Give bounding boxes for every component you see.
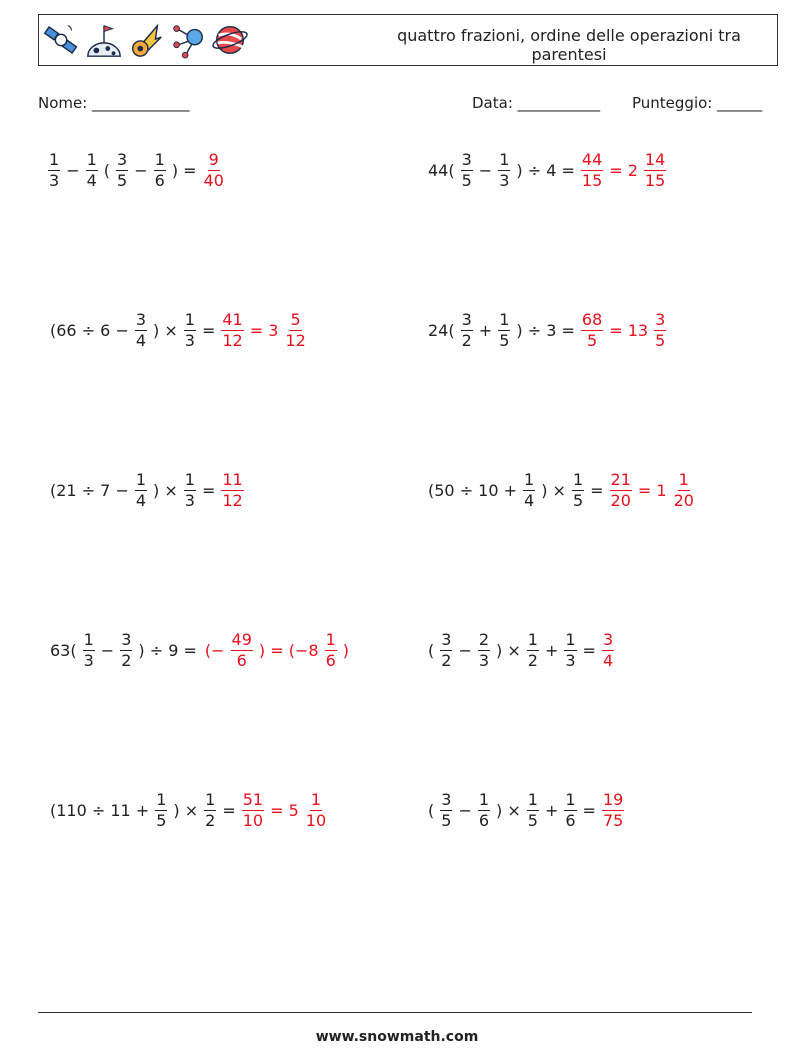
fraction <box>461 149 473 190</box>
numerator: 1 <box>325 629 336 649</box>
expression-text: 24( <box>428 320 455 340</box>
denominator: 4 <box>602 650 614 670</box>
expression-text: ) ÷ 4 = <box>516 160 575 180</box>
expression-text: = <box>582 640 596 660</box>
expression-text: ) × <box>496 800 521 820</box>
fraction <box>498 149 510 190</box>
score-field: Punteggio: ______ <box>632 94 763 112</box>
expression-text: (50 ÷ 10 + <box>428 480 518 500</box>
denominator: 6 <box>154 170 165 190</box>
expression-text: ) <box>342 640 349 660</box>
numerator: 9 <box>208 149 219 169</box>
fraction <box>581 149 603 190</box>
fraction <box>221 469 243 510</box>
expression-text: = 2 <box>609 160 638 180</box>
expression-text: ) × <box>541 480 566 500</box>
expression-text: ) × <box>153 320 178 340</box>
denominator: 5 <box>572 490 584 510</box>
denominator: 2 <box>205 810 216 830</box>
fraction <box>478 629 490 670</box>
expression-text: 63( <box>50 640 77 660</box>
problem-5 <box>46 465 246 515</box>
numerator: 1 <box>49 149 60 169</box>
expression-text: ( <box>103 160 111 180</box>
numerator: 1 <box>527 629 538 649</box>
denominator: 5 <box>117 170 128 190</box>
fraction <box>440 629 452 670</box>
fraction <box>654 309 666 350</box>
numerator: 3 <box>655 309 666 329</box>
fraction <box>581 309 603 350</box>
numerator: 14 <box>644 149 666 169</box>
expression-text: = 3 <box>249 320 279 340</box>
problem-4 <box>424 305 668 355</box>
fraction <box>602 629 614 670</box>
denominator: 40 <box>203 170 224 190</box>
denominator: 6 <box>325 650 336 670</box>
expression-text: 44( <box>428 160 455 180</box>
denominator: 5 <box>586 330 598 350</box>
numerator: 1 <box>527 789 538 809</box>
expression-text: ) = <box>171 160 197 180</box>
fraction <box>498 309 510 350</box>
numerator: 3 <box>135 309 147 329</box>
expression-text: − <box>478 160 493 180</box>
planet-icon <box>211 19 249 61</box>
answer <box>219 309 308 350</box>
denominator: 6 <box>565 810 576 830</box>
numerator: 5 <box>290 309 301 329</box>
footer-url: www.snowmath.com <box>315 1029 479 1045</box>
problem-2 <box>424 145 668 195</box>
fraction <box>154 149 166 190</box>
expression-text: = <box>201 480 216 500</box>
numerator: 2 <box>478 629 490 649</box>
numerator: 1 <box>154 149 165 169</box>
fraction <box>204 789 216 830</box>
denominator: 75 <box>602 810 624 830</box>
fraction <box>184 309 196 350</box>
expression-text: + <box>544 640 559 660</box>
numerator: 1 <box>499 309 510 329</box>
expression-text: = <box>582 800 596 820</box>
expression-text: = <box>590 480 604 500</box>
numerator: 49 <box>231 629 252 649</box>
fraction <box>572 469 584 510</box>
denominator: 5 <box>156 810 167 830</box>
problem-1 <box>46 145 227 195</box>
fraction <box>527 629 539 670</box>
problem-10 <box>424 785 626 835</box>
molecule-icon <box>169 19 207 61</box>
denominator: 3 <box>184 490 195 510</box>
expression-text: − <box>100 640 115 660</box>
answer <box>240 789 329 830</box>
numerator: 3 <box>461 149 472 169</box>
fraction <box>155 789 167 830</box>
expression-text: (66 ÷ 6 − <box>50 320 129 340</box>
denominator: 6 <box>478 810 490 830</box>
fraction <box>523 469 535 510</box>
expression-text: ) × <box>173 800 199 820</box>
fraction <box>461 309 473 350</box>
denominator: 15 <box>644 170 666 190</box>
denominator: 4 <box>135 490 147 510</box>
denominator: 4 <box>135 330 147 350</box>
fraction <box>305 789 327 830</box>
fraction <box>120 629 132 670</box>
name-field: Nome: _____________ <box>38 94 190 112</box>
denominator: 20 <box>673 490 694 510</box>
denominator: 12 <box>285 330 306 350</box>
numerator: 51 <box>242 789 264 809</box>
denominator: 3 <box>83 650 94 670</box>
numerator: 3 <box>121 629 132 649</box>
numerator: 3 <box>461 309 472 329</box>
denominator: 3 <box>499 170 510 190</box>
numerator: 3 <box>117 149 128 169</box>
expression-text: ) = (−8 <box>258 640 319 660</box>
expression-text: + <box>544 800 559 820</box>
numerator: 1 <box>83 629 94 649</box>
answer <box>201 629 353 670</box>
fraction <box>478 789 490 830</box>
denominator: 2 <box>527 650 538 670</box>
denominator: 12 <box>222 490 243 510</box>
fraction <box>135 469 147 510</box>
expression-text: (110 ÷ 11 + <box>50 800 150 820</box>
expression-text: = 1 <box>637 480 667 500</box>
denominator: 5 <box>527 810 538 830</box>
footer-divider <box>38 1012 752 1013</box>
fraction <box>564 789 576 830</box>
numerator: 3 <box>441 789 452 809</box>
numerator: 1 <box>565 629 576 649</box>
fraction <box>527 789 539 830</box>
header-icons <box>43 19 249 63</box>
numerator: 1 <box>565 789 576 809</box>
fraction <box>602 789 624 830</box>
problem-6 <box>424 465 697 515</box>
expression-text: − <box>66 160 80 180</box>
expression-text: − <box>458 640 472 660</box>
denominator: 12 <box>222 330 243 350</box>
denominator: 4 <box>86 170 97 190</box>
numerator: 1 <box>184 469 195 489</box>
numerator: 1 <box>524 469 535 489</box>
expression-text: − <box>134 160 148 180</box>
numerator: 1 <box>678 469 689 489</box>
expression-text: ( <box>428 640 435 660</box>
answer <box>608 469 697 510</box>
denominator: 5 <box>499 330 510 350</box>
answer <box>579 149 668 190</box>
fraction <box>83 629 95 670</box>
denominator: 4 <box>524 490 535 510</box>
fraction <box>135 309 147 350</box>
problem-7 <box>46 625 353 675</box>
fraction <box>284 309 306 350</box>
numerator: 1 <box>135 469 147 489</box>
denominator: 10 <box>305 810 327 830</box>
expression-text: ) × <box>153 480 178 500</box>
numerator: 1 <box>205 789 216 809</box>
numerator: 1 <box>572 469 584 489</box>
fraction <box>610 469 632 510</box>
fraction <box>644 149 666 190</box>
comet-icon <box>127 19 165 61</box>
fraction <box>231 629 253 670</box>
numerator: 1 <box>310 789 322 809</box>
denominator: 2 <box>441 650 452 670</box>
fraction <box>116 149 128 190</box>
satellite-icon <box>43 19 81 61</box>
answer <box>219 469 245 510</box>
numerator: 41 <box>222 309 243 329</box>
expression-text: − <box>458 800 472 820</box>
date-field: Data: ___________ <box>472 94 601 112</box>
problem-3 <box>46 305 309 355</box>
expression-text: ) ÷ 9 = <box>138 640 197 660</box>
expression-text: (− <box>204 640 225 660</box>
moon-flag-icon <box>85 19 123 61</box>
expression-text: + <box>478 320 493 340</box>
denominator: 10 <box>242 810 264 830</box>
denominator: 3 <box>49 170 60 190</box>
denominator: 15 <box>581 170 603 190</box>
denominator: 2 <box>461 330 472 350</box>
expression-text: = 5 <box>270 800 299 820</box>
numerator: 21 <box>610 469 631 489</box>
fraction <box>440 789 452 830</box>
fraction <box>325 629 337 670</box>
expression-text: ( <box>428 800 435 820</box>
expression-text: ) ÷ 3 = <box>516 320 575 340</box>
denominator: 5 <box>441 810 452 830</box>
denominator: 2 <box>121 650 132 670</box>
fraction <box>48 149 60 190</box>
numerator: 68 <box>581 309 603 329</box>
denominator: 5 <box>461 170 472 190</box>
problem-8 <box>424 625 616 675</box>
answer <box>600 629 616 670</box>
problem-9 <box>46 785 329 835</box>
denominator: 20 <box>610 490 631 510</box>
expression-text: ) × <box>496 640 521 660</box>
expression-text: (21 ÷ 7 − <box>50 480 129 500</box>
denominator: 3 <box>184 330 195 350</box>
numerator: 1 <box>478 789 490 809</box>
numerator: 3 <box>602 629 614 649</box>
expression-text: = <box>222 800 236 820</box>
worksheet-header <box>38 14 778 66</box>
numerator: 1 <box>86 149 97 169</box>
denominator: 3 <box>565 650 576 670</box>
fraction <box>86 149 98 190</box>
denominator: 6 <box>236 650 247 670</box>
fraction <box>673 469 695 510</box>
fraction <box>221 309 243 350</box>
denominator: 3 <box>478 650 490 670</box>
denominator: 5 <box>655 330 666 350</box>
fraction <box>184 469 196 510</box>
numerator: 1 <box>156 789 167 809</box>
expression-text: = 13 <box>609 320 649 340</box>
worksheet-title: quattro frazioni, ordine delle operazioni tra parentesi <box>397 26 741 64</box>
expression-text: = <box>201 320 216 340</box>
answer <box>579 309 668 350</box>
numerator: 11 <box>222 469 243 489</box>
numerator: 44 <box>581 149 603 169</box>
fraction <box>564 629 576 670</box>
answer <box>201 149 227 190</box>
numerator: 3 <box>441 629 452 649</box>
fraction <box>203 149 225 190</box>
numerator: 1 <box>184 309 195 329</box>
answer <box>600 789 626 830</box>
fraction <box>242 789 264 830</box>
numerator: 19 <box>602 789 624 809</box>
numerator: 1 <box>499 149 510 169</box>
